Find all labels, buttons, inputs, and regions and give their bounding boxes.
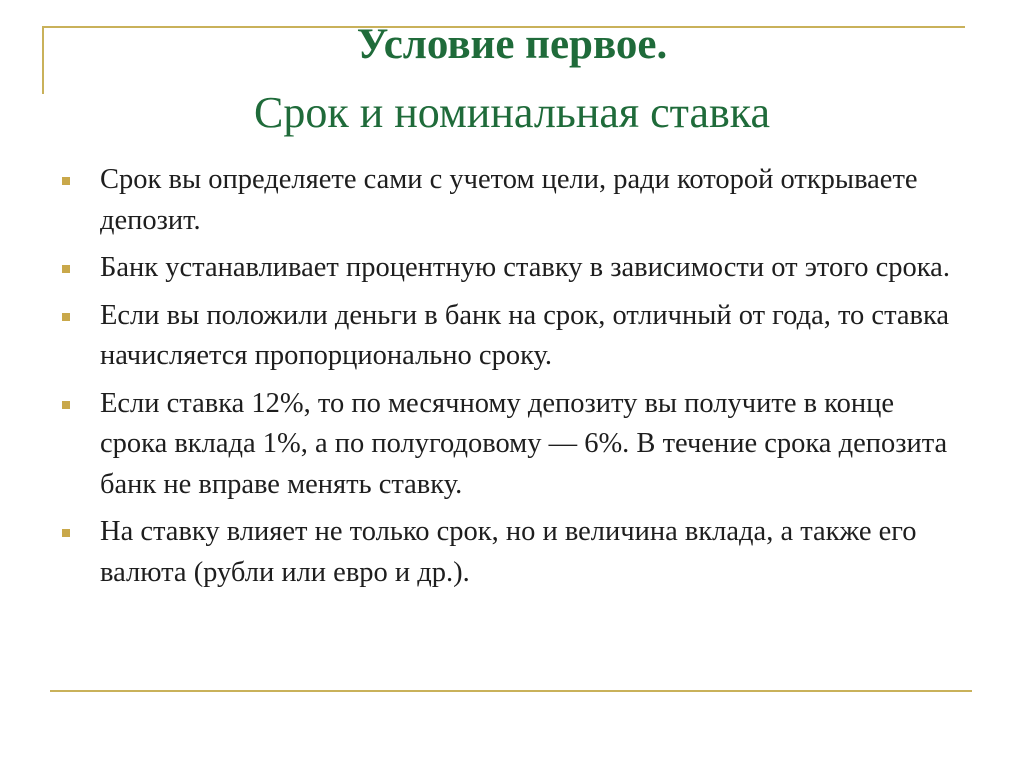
slide-subtitle: Срок и номинальная ставка bbox=[253, 88, 770, 137]
square-bullet-icon bbox=[62, 177, 70, 185]
square-bullet-icon bbox=[62, 313, 70, 321]
bullet-item bbox=[62, 512, 962, 593]
bullet-text: Банк устанавливает процентную ставку в зависимости от этого срока. bbox=[100, 252, 950, 283]
bullet-text: На ставку влияет не только срок, но и величина вклада, а также его валюта (рубли или евро и др.). bbox=[100, 516, 917, 588]
bullet-item bbox=[62, 160, 962, 241]
bullet-text: Если ставка 12%, то по месячному депозиту вы получите в конце срока вклада 1%, а по полугодовому — 6%. В течение срока депозита банк не вправе менять ставку. bbox=[100, 387, 948, 500]
bullet-text: Если вы положили деньги в банк на срок, отличный от года, то ставка начисляется пропорционально сроку. bbox=[100, 299, 950, 371]
bullet-text: Срок вы определяете сами с учетом цели, ради которой открываете депозит. bbox=[100, 164, 918, 236]
bullet-item bbox=[62, 296, 962, 377]
square-bullet-icon bbox=[62, 401, 70, 409]
frame-bottom-rule bbox=[50, 690, 972, 692]
square-bullet-icon bbox=[62, 265, 70, 273]
bullet-list bbox=[62, 160, 962, 600]
bullet-item bbox=[62, 248, 962, 289]
slide-title: Условие первое. bbox=[356, 21, 668, 68]
bullet-item bbox=[62, 384, 962, 506]
square-bullet-icon bbox=[62, 529, 70, 537]
